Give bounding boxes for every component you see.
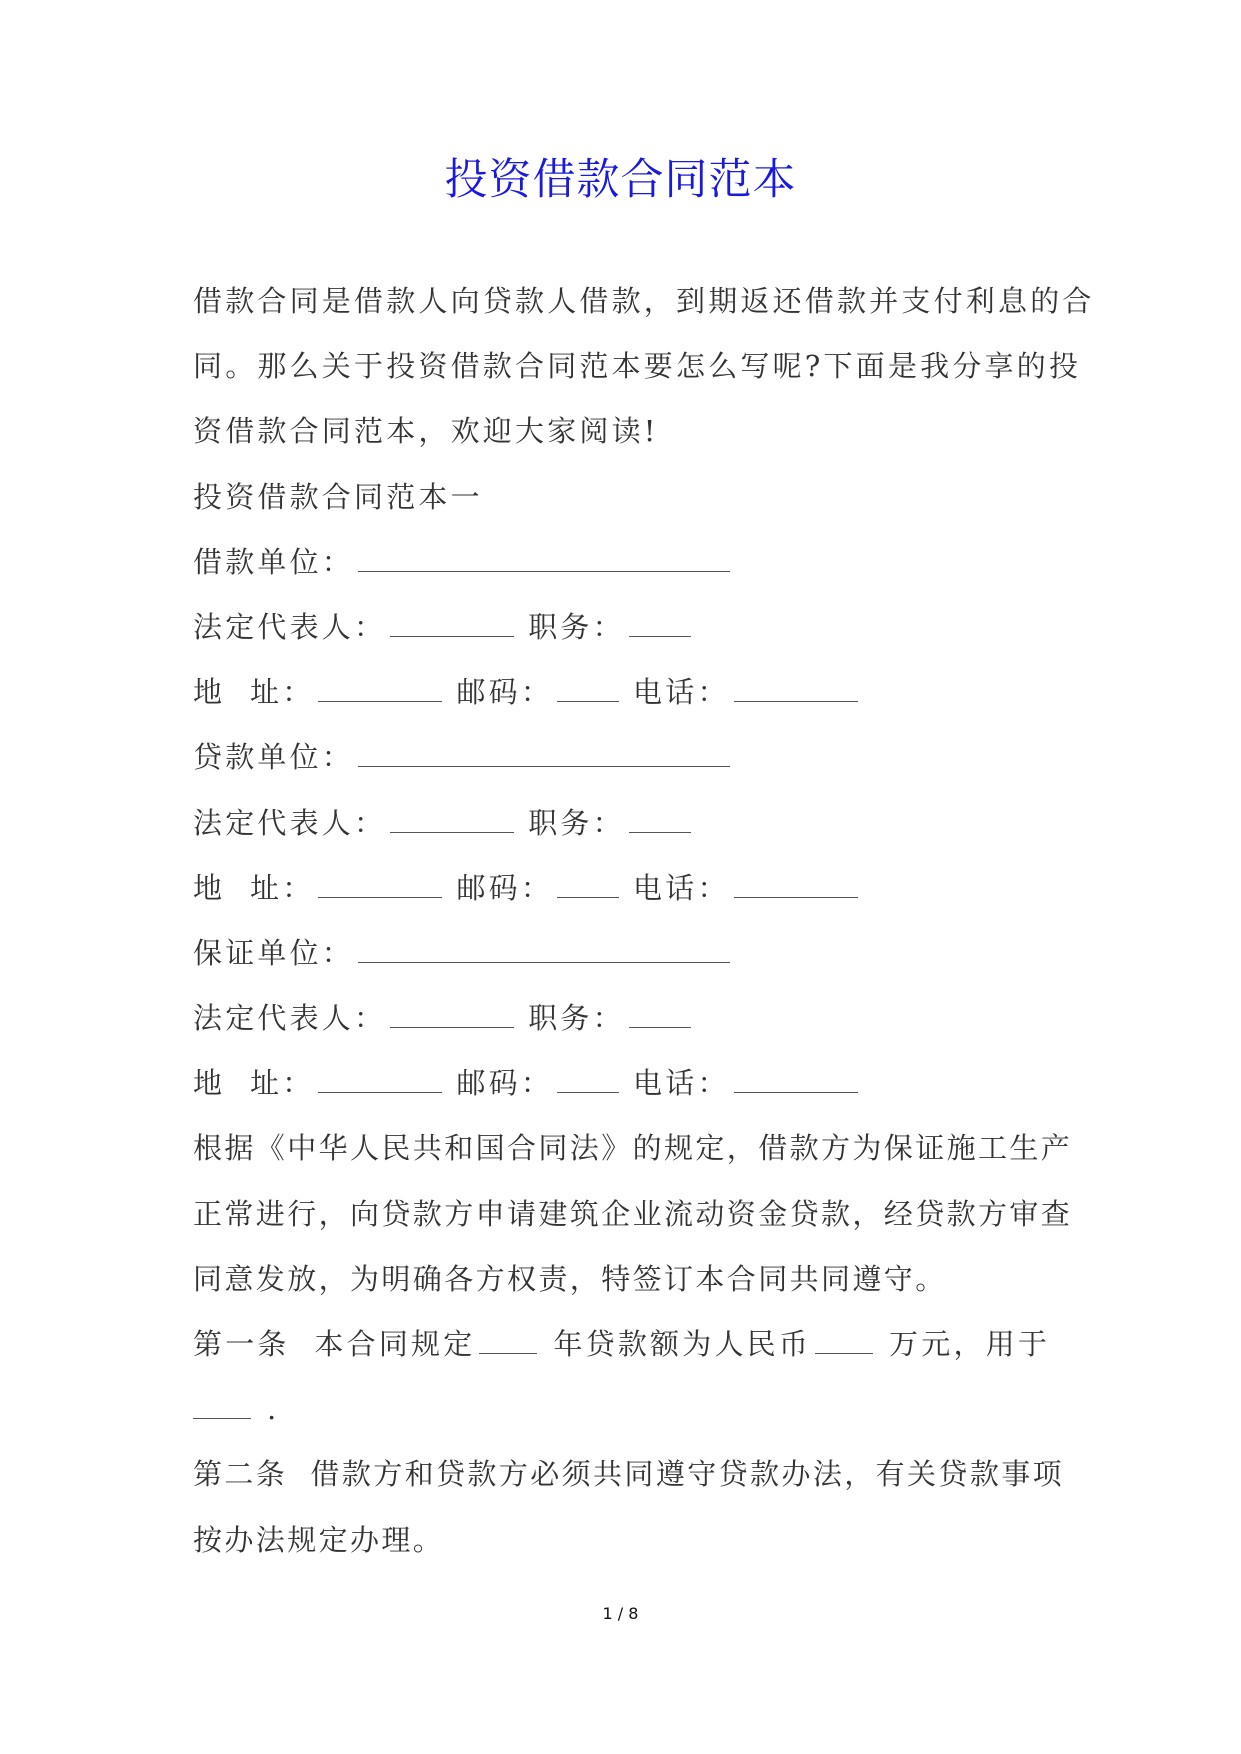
lender-rep-label: 法定代表人： <box>193 805 387 840</box>
lender-unit-label: 贷款单位： <box>193 740 355 775</box>
lender-address-label: 地 址： <box>193 870 315 905</box>
borrower-post-blank <box>629 612 691 637</box>
article1-amount-blank <box>815 1329 873 1354</box>
borrower-zip-label: 邮码： <box>456 675 554 710</box>
page-number: 1 / 8 <box>602 1604 639 1623</box>
borrower-rep-row <box>193 610 1063 675</box>
article1-part2: 年贷款额为人民币 <box>553 1327 812 1361</box>
borrower-address-row <box>193 675 1063 740</box>
article2-line-1: 第二条 借款方和贷款方必须共同遵守贷款办法，有关贷款事项 <box>193 1457 1065 1492</box>
guarantor-zip-blank <box>557 1068 619 1093</box>
intro-line-3: 资借款合同范本，欢迎大家阅读! <box>193 414 659 449</box>
lender-post-label: 职务： <box>528 805 625 840</box>
borrower-unit-label: 借款单位： <box>193 544 355 579</box>
document-title: 投资借款合同范本 <box>444 155 797 205</box>
article1-purpose-blank <box>193 1394 251 1419</box>
guarantor-rep-row <box>193 1001 1063 1066</box>
intro-line-2: 同。那么关于投资借款合同范本要怎么写呢?下面是我分享的投 <box>193 349 1082 384</box>
intro-line-1: 借款合同是借款人向贷款人借款，到期返还借款并支付利息的合 <box>193 284 1095 318</box>
guarantor-post-label: 职务： <box>528 1001 625 1036</box>
borrower-unit-blank <box>358 547 730 572</box>
article1-year-blank <box>479 1329 537 1354</box>
document-body <box>193 284 1095 1588</box>
lender-unit-row <box>193 740 1063 805</box>
article1-part1: 第一条 本合同规定 <box>193 1327 476 1361</box>
lender-address-blank <box>318 873 442 898</box>
lender-unit-blank <box>358 742 730 767</box>
borrower-rep-blank <box>390 612 514 637</box>
lender-phone-blank <box>734 873 858 898</box>
guarantor-phone-label: 电话： <box>633 1066 730 1101</box>
borrower-address-blank <box>318 677 442 702</box>
article1-end: . <box>267 1392 280 1427</box>
lender-rep-blank <box>390 808 514 833</box>
guarantor-unit-row <box>193 936 1063 1001</box>
guarantor-post-blank <box>629 1003 691 1028</box>
article1-part3: 万元，用于 <box>889 1327 1051 1361</box>
lender-rep-row <box>193 806 1063 871</box>
borrower-zip-blank <box>557 677 619 702</box>
guarantor-unit-blank <box>358 938 730 963</box>
lender-zip-label: 邮码： <box>456 870 554 905</box>
guarantor-unit-label: 保证单位： <box>193 935 355 970</box>
guarantor-rep-blank <box>390 1003 514 1028</box>
lender-phone-label: 电话： <box>633 870 730 905</box>
lender-post-blank <box>629 808 691 833</box>
borrower-address-label: 地 址： <box>193 675 315 710</box>
lender-address-row <box>193 871 1063 936</box>
borrower-rep-label: 法定代表人： <box>193 609 387 644</box>
guarantor-rep-label: 法定代表人： <box>193 1001 387 1036</box>
borrower-phone-blank <box>734 677 858 702</box>
basis-line-1: 根据《中华人民共和国合同法》的规定，借款方为保证施工生产 <box>193 1131 1073 1166</box>
basis-line-3: 同意发放，为明确各方权责，特签订本合同共同遵守。 <box>193 1261 947 1296</box>
guarantor-address-label: 地 址： <box>193 1066 315 1101</box>
borrower-unit-row <box>193 545 1063 610</box>
lender-zip-blank <box>557 873 619 898</box>
section-heading: 投资借款合同范本一 <box>193 479 483 514</box>
guarantor-address-row <box>193 1066 1063 1131</box>
borrower-phone-label: 电话： <box>633 675 730 710</box>
article1-line-2 <box>193 1392 1063 1457</box>
article2-line-2: 按办法规定办理。 <box>193 1522 445 1557</box>
article1-line-1 <box>193 1327 1063 1392</box>
basis-line-2: 正常进行，向贷款方申请建筑企业流动资金贷款，经贷款方审查 <box>193 1196 1073 1231</box>
guarantor-phone-blank <box>734 1068 858 1093</box>
guarantor-address-blank <box>318 1068 442 1093</box>
borrower-post-label: 职务： <box>528 609 625 644</box>
guarantor-zip-label: 邮码： <box>456 1066 554 1101</box>
